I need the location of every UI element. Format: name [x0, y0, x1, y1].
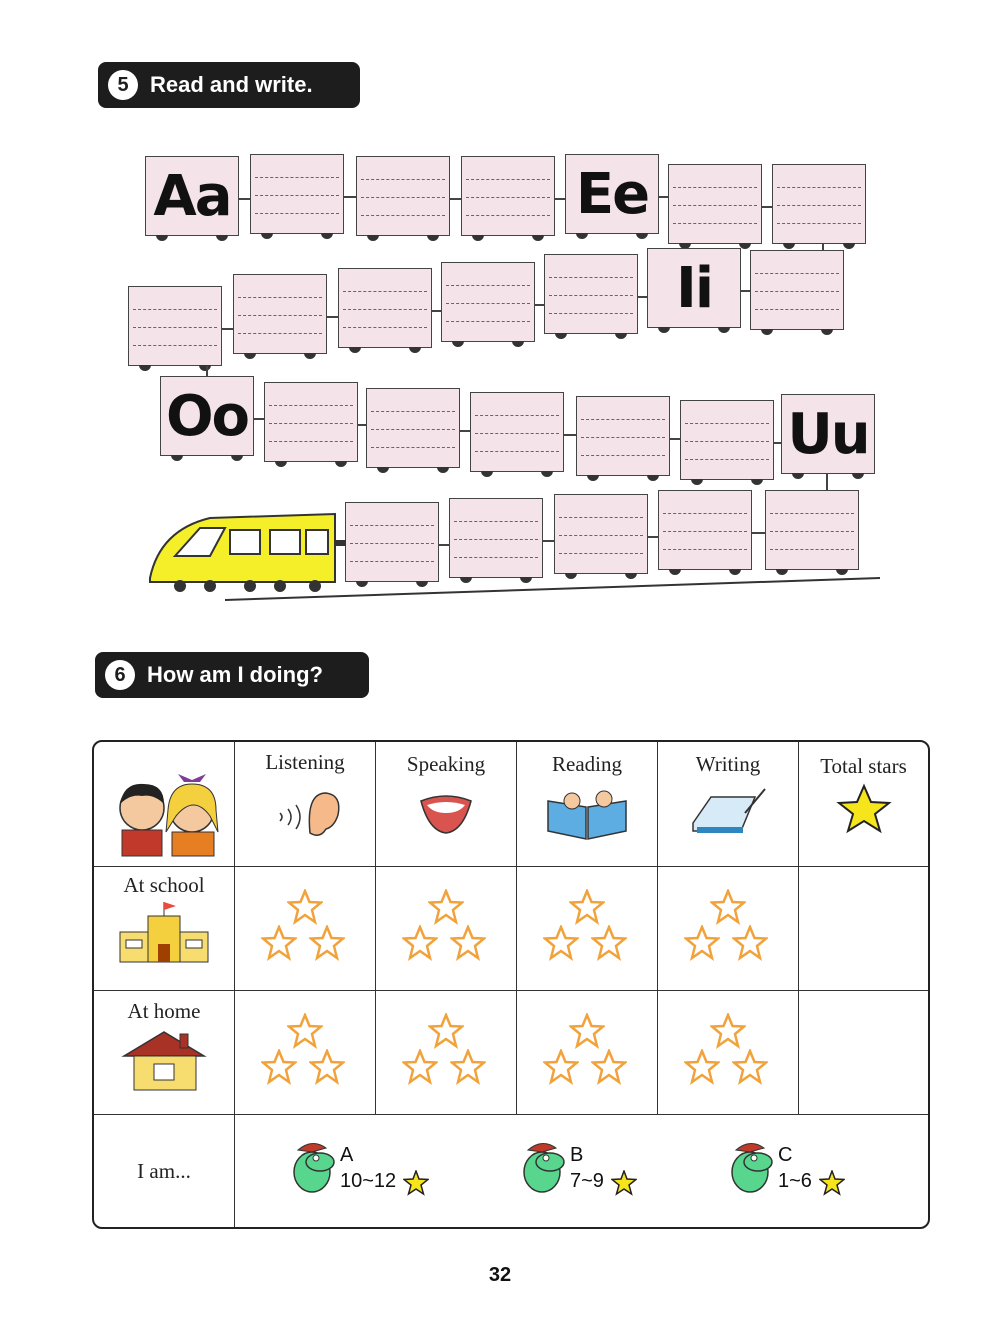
wheel: [658, 327, 670, 333]
level-item: [286, 1136, 446, 1200]
car-coupler: [327, 316, 338, 318]
train-car[interactable]: [250, 154, 344, 234]
star-outline-icon[interactable]: [428, 889, 464, 925]
wheel: [636, 233, 648, 239]
house-icon: [114, 1028, 214, 1094]
car-coupler: [670, 438, 680, 440]
star-outline-icon[interactable]: [450, 925, 486, 961]
stars-cell: [517, 867, 658, 991]
wheel: [199, 365, 211, 371]
writing-guide-line: [777, 223, 861, 224]
wheel: [156, 235, 168, 241]
star-outline-icon[interactable]: [287, 1013, 323, 1049]
car-coupler: [564, 434, 576, 436]
star-outline-icon[interactable]: [543, 1049, 579, 1085]
wheel: [244, 353, 256, 359]
writing-guide-line: [475, 451, 559, 452]
wheel: [751, 479, 763, 485]
star-icon: [611, 1170, 637, 1196]
wheel: [532, 235, 544, 241]
notepad-pencil-icon: [683, 783, 773, 843]
writing-guide-line: [255, 195, 339, 196]
writing-guide-line: [238, 297, 322, 298]
car-coupler: [826, 474, 828, 490]
star-outline-icon[interactable]: [684, 1049, 720, 1085]
car-coupler: [432, 310, 441, 312]
star-outline-icon[interactable]: [261, 925, 297, 961]
writing-guide-line: [581, 437, 665, 438]
writing-guide-line: [371, 411, 455, 412]
train-car[interactable]: [461, 156, 555, 236]
train-car[interactable]: [772, 164, 866, 244]
star-outline-icon[interactable]: [261, 1049, 297, 1085]
star-outline-icon[interactable]: [450, 1049, 486, 1085]
wheel: [452, 341, 464, 347]
star-icon: [819, 1170, 845, 1196]
star-outline-icon[interactable]: [402, 1049, 438, 1085]
header-label: Writing: [695, 752, 761, 776]
star-rating-group[interactable]: [257, 1013, 353, 1093]
car-coupler: [239, 198, 250, 200]
train-car[interactable]: [680, 400, 774, 480]
writing-guide-line: [133, 327, 217, 328]
wheel: [304, 353, 316, 359]
section-title: How am I doing?: [147, 662, 323, 687]
writing-guide-line: [581, 455, 665, 456]
writing-guide-line: [549, 277, 633, 278]
star-outline-icon[interactable]: [591, 925, 627, 961]
stars-cell: [658, 867, 799, 991]
wheel: [647, 475, 659, 481]
writing-guide-line: [361, 179, 445, 180]
writing-guide-line: [343, 291, 427, 292]
book-icon: [542, 783, 632, 843]
header-label: Total stars: [820, 754, 907, 778]
crocodile-mascot-icon: [286, 1136, 338, 1198]
crocodile-mascot-icon: [724, 1136, 776, 1198]
writing-guide-line: [255, 177, 339, 178]
level-range: 7~9: [570, 1170, 604, 1192]
writing-guide-line: [238, 315, 322, 316]
star-outline-icon[interactable]: [287, 889, 323, 925]
star-rating-group[interactable]: [398, 1013, 494, 1093]
train-car[interactable]: [750, 250, 844, 330]
writing-guide-line: [446, 285, 530, 286]
star-rating-group[interactable]: [398, 889, 494, 969]
level-grade: C: [778, 1144, 793, 1166]
wheel: [139, 365, 151, 371]
writing-guide-line: [466, 215, 550, 216]
star-outline-icon[interactable]: [569, 889, 605, 925]
section-number: 5: [108, 70, 138, 100]
wheel: [275, 461, 287, 467]
letter-pair: Oo: [165, 383, 249, 449]
car-coupler: [659, 196, 668, 198]
train-car[interactable]: [264, 382, 358, 462]
writing-guide-line: [755, 291, 839, 292]
wheel: [821, 329, 833, 335]
writing-guide-line: [777, 187, 861, 188]
letter-pair: Ee: [575, 161, 649, 227]
star-icon: [403, 1170, 429, 1196]
header-listening: [235, 742, 376, 867]
row-at-home: [94, 991, 235, 1115]
train-car[interactable]: [576, 396, 670, 476]
car-coupler: [206, 366, 208, 376]
wheel: [761, 329, 773, 335]
train-car[interactable]: [544, 254, 638, 334]
wheel: [321, 233, 333, 239]
wheel: [587, 475, 599, 481]
wheel: [231, 455, 243, 461]
train-car[interactable]: [338, 268, 432, 348]
star-outline-icon[interactable]: [732, 1049, 768, 1085]
writing-guide-line: [475, 433, 559, 434]
header-writing: [658, 742, 799, 867]
section-5-header: [98, 62, 360, 108]
wheel: [843, 243, 855, 249]
star-outline-icon[interactable]: [684, 925, 720, 961]
wheel: [261, 233, 273, 239]
car-coupler: [535, 304, 544, 306]
star-rating-group[interactable]: [539, 889, 635, 969]
stars-cell: [376, 867, 517, 991]
wheel: [409, 347, 421, 353]
writing-guide-line: [343, 309, 427, 310]
wheel: [691, 479, 703, 485]
car-coupler: [762, 206, 772, 208]
children-cell: [94, 742, 235, 867]
total-cell[interactable]: [799, 867, 928, 991]
wheel: [576, 233, 588, 239]
star-outline-icon[interactable]: [309, 925, 345, 961]
children-icon: [104, 770, 224, 860]
car-coupler: [460, 430, 470, 432]
star-outline-icon[interactable]: [732, 925, 768, 961]
writing-guide-line: [446, 321, 530, 322]
row-i-am: [94, 1115, 235, 1227]
star-outline-icon[interactable]: [710, 889, 746, 925]
star-rating-group[interactable]: [539, 1013, 635, 1093]
header-label: Listening: [265, 750, 345, 774]
ear-icon: [260, 783, 350, 843]
section-title: Read and write.: [150, 72, 313, 97]
writing-guide-line: [466, 179, 550, 180]
wheel: [377, 467, 389, 473]
star-outline-icon[interactable]: [543, 925, 579, 961]
wheel: [216, 235, 228, 241]
wheel: [783, 243, 795, 249]
car-coupler: [555, 198, 565, 200]
level-grade: A: [340, 1144, 354, 1166]
writing-guide-line: [549, 295, 633, 296]
level-item: [724, 1136, 884, 1200]
writing-guide-line: [673, 223, 757, 224]
section-6-header: [95, 652, 369, 698]
writing-guide-line: [269, 405, 353, 406]
star-rating-group[interactable]: [680, 1013, 776, 1093]
train-car[interactable]: [128, 286, 222, 366]
total-cell[interactable]: [799, 991, 928, 1115]
wheel: [171, 455, 183, 461]
header-label: Speaking: [406, 752, 486, 776]
writing-guide-line: [466, 197, 550, 198]
train-car: [781, 394, 875, 474]
star-outline-icon[interactable]: [710, 1013, 746, 1049]
writing-guide-line: [361, 215, 445, 216]
star-rating-group[interactable]: [680, 889, 776, 969]
car-coupler: [344, 196, 356, 198]
level-range: 1~6: [778, 1170, 812, 1192]
wheel: [512, 341, 524, 347]
writing-guide-line: [446, 303, 530, 304]
writing-guide-line: [255, 213, 339, 214]
writing-guide-line: [673, 205, 757, 206]
star-outline-icon[interactable]: [591, 1049, 627, 1085]
section-number: 6: [105, 660, 135, 690]
train-car[interactable]: [441, 262, 535, 342]
letter-pair: Aa: [153, 163, 231, 229]
writing-guide-line: [755, 309, 839, 310]
writing-guide-line: [343, 327, 427, 328]
wheel: [349, 347, 361, 353]
wheel: [615, 333, 627, 339]
wheel: [335, 461, 347, 467]
star-outline-icon[interactable]: [309, 1049, 345, 1085]
letter-pair: Ii: [675, 255, 713, 321]
car-coupler: [741, 290, 750, 292]
writing-guide-line: [269, 441, 353, 442]
car-coupler: [222, 328, 233, 330]
car-coupler: [254, 418, 264, 420]
car-coupler: [638, 296, 647, 298]
train-car: [160, 376, 254, 456]
header-reading: [517, 742, 658, 867]
star-outline-icon[interactable]: [402, 925, 438, 961]
car-coupler: [358, 424, 366, 426]
train-car[interactable]: [356, 156, 450, 236]
school-icon: [114, 902, 214, 964]
train-car: [565, 154, 659, 234]
writing-guide-line: [777, 205, 861, 206]
wheel: [541, 471, 553, 477]
row-label: At school: [123, 873, 205, 897]
train-car[interactable]: [668, 164, 762, 244]
writing-guide-line: [269, 423, 353, 424]
star-icon: [834, 783, 894, 833]
wheel: [367, 235, 379, 241]
writing-guide-line: [673, 187, 757, 188]
level-grade: B: [570, 1144, 584, 1166]
wheel: [472, 235, 484, 241]
page-number: 32: [488, 1264, 512, 1286]
writing-guide-line: [685, 423, 769, 424]
header-total-stars: [799, 742, 928, 867]
level-item: [516, 1136, 676, 1200]
stars-cell: [376, 991, 517, 1115]
writing-guide-line: [685, 459, 769, 460]
car-coupler: [774, 442, 781, 444]
row-at-school: [94, 867, 235, 991]
crocodile-mascot-icon: [516, 1136, 568, 1198]
star-rating-group[interactable]: [257, 889, 353, 969]
writing-guide-line: [133, 345, 217, 346]
car-coupler: [822, 244, 824, 250]
writing-guide-line: [238, 333, 322, 334]
mouth-icon: [401, 783, 491, 843]
writing-guide-line: [475, 415, 559, 416]
header-speaking: [376, 742, 517, 867]
wheel: [427, 235, 439, 241]
writing-guide-line: [361, 197, 445, 198]
writing-guide-line: [371, 447, 455, 448]
wheel: [437, 467, 449, 473]
car-coupler: [450, 198, 461, 200]
row-label: At home: [127, 999, 201, 1023]
writing-guide-line: [581, 419, 665, 420]
level-range: 10~12: [340, 1170, 397, 1192]
star-outline-icon[interactable]: [428, 1013, 464, 1049]
writing-guide-line: [371, 429, 455, 430]
wheel: [852, 473, 864, 479]
writing-guide-line: [755, 273, 839, 274]
header-label: Reading: [552, 752, 622, 776]
star-outline-icon[interactable]: [569, 1013, 605, 1049]
stars-cell: [517, 991, 658, 1115]
stars-cell: [235, 991, 376, 1115]
row-label: I am...: [137, 1158, 191, 1183]
train-car[interactable]: [233, 274, 327, 354]
wheel: [555, 333, 567, 339]
train-car[interactable]: [366, 388, 460, 468]
train-car[interactable]: [470, 392, 564, 472]
writing-guide-line: [133, 309, 217, 310]
writing-guide-line: [685, 441, 769, 442]
train-engine-illustration: [140, 500, 900, 610]
stars-cell: [235, 867, 376, 991]
wheel: [718, 327, 730, 333]
train-car: [145, 156, 239, 236]
wheel: [792, 473, 804, 479]
letter-pair: Uu: [787, 401, 869, 467]
train-car: [647, 248, 741, 328]
stars-cell: [658, 991, 799, 1115]
wheel: [481, 471, 493, 477]
writing-guide-line: [549, 313, 633, 314]
